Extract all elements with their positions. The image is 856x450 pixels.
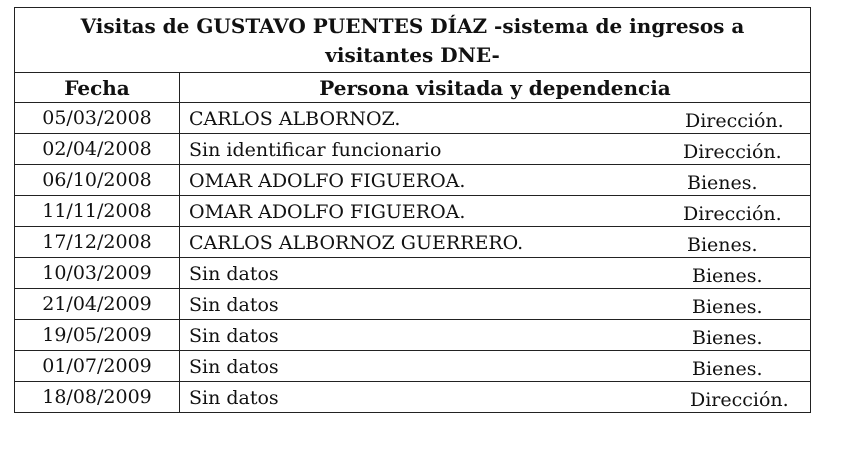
- table-row: [15, 227, 811, 258]
- person-name: Sin datos: [189, 356, 279, 378]
- date-cell: 01/07/2009: [15, 351, 180, 382]
- visits-table: [14, 7, 811, 413]
- person-cell: [180, 196, 811, 227]
- dependency-label: Dirección.: [683, 141, 782, 163]
- person-name: Sin datos: [189, 263, 279, 285]
- person-cell: [180, 289, 811, 320]
- person-name: Sin datos: [189, 387, 279, 409]
- table-title-cell: [15, 8, 811, 73]
- date-cell: 11/11/2008: [15, 196, 180, 227]
- table-row: [15, 165, 811, 196]
- date-cell: 21/04/2009: [15, 289, 180, 320]
- dependency-label: Bienes.: [692, 265, 763, 287]
- dependency-label: Bienes.: [692, 358, 763, 380]
- table-row: [15, 382, 811, 413]
- person-cell: [180, 258, 811, 289]
- title-row: [15, 8, 811, 73]
- table-row: [15, 289, 811, 320]
- person-name: Sin datos: [189, 325, 279, 347]
- person-name: OMAR ADOLFO FIGUEROA.: [189, 170, 466, 192]
- table-title: Visitas de GUSTAVO PUENTES DÍAZ -sistema de ingresos a visitantes DNE-: [80, 13, 745, 67]
- table-row: [15, 196, 811, 227]
- person-name: Sin datos: [189, 294, 279, 316]
- dependency-label: Bienes.: [692, 296, 763, 318]
- person-name: CARLOS ALBORNOZ.: [189, 108, 401, 130]
- person-cell: [180, 320, 811, 351]
- date-cell: 17/12/2008: [15, 227, 180, 258]
- dependency-label: Bienes.: [687, 234, 758, 256]
- person-cell: [180, 165, 811, 196]
- table-row: [15, 134, 811, 165]
- table-row: [15, 103, 811, 134]
- person-cell: [180, 103, 811, 134]
- table-row: [15, 258, 811, 289]
- person-name: OMAR ADOLFO FIGUEROA.: [189, 201, 466, 223]
- date-cell: 10/03/2009: [15, 258, 180, 289]
- dependency-label: Bienes.: [692, 327, 763, 349]
- person-cell: [180, 134, 811, 165]
- date-cell: 18/08/2009: [15, 382, 180, 413]
- dependency-label: Dirección.: [683, 203, 782, 225]
- table-row: [15, 320, 811, 351]
- date-cell: 02/04/2008: [15, 134, 180, 165]
- table-row: [15, 351, 811, 382]
- date-cell: 06/10/2008: [15, 165, 180, 196]
- person-cell: [180, 351, 811, 382]
- header-date: Fecha: [15, 73, 180, 103]
- dependency-label: Bienes.: [687, 172, 758, 194]
- header-person: Persona visitada y dependencia: [180, 73, 811, 103]
- dependency-label: Dirección.: [690, 389, 789, 411]
- person-name: CARLOS ALBORNOZ GUERRERO.: [189, 232, 524, 254]
- person-cell: [180, 382, 811, 413]
- header-row: [15, 73, 811, 103]
- person-name: Sin identificar funcionario: [189, 139, 442, 161]
- date-cell: 19/05/2009: [15, 320, 180, 351]
- dependency-label: Dirección.: [685, 110, 784, 132]
- date-cell: 05/03/2008: [15, 103, 180, 134]
- person-cell: [180, 227, 811, 258]
